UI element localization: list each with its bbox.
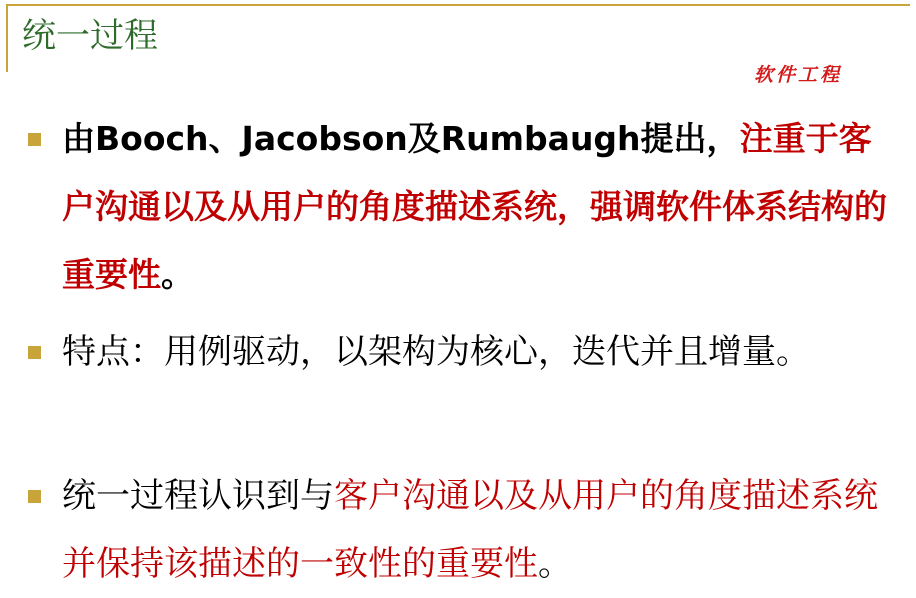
square-bullet-icon [28,346,41,359]
bullet-3-segment-1: 统一过程认识到与 [62,476,334,516]
bullet-1-segment-3: 。 [161,255,194,294]
bullet-2-segment-1: 特点：用例驱动，以架构为核心，迭代并且增量。 [62,332,810,372]
left-divider [6,4,8,72]
bullet-item-1 [20,105,900,309]
bullet-text-3 [62,462,900,598]
brand-logo-text: 软件工程 [754,64,843,86]
square-bullet-icon [28,490,41,503]
bullet-item-2 [20,318,900,386]
top-divider [6,4,910,6]
bullet-item-3 [20,462,900,598]
bullet-text-2 [62,318,900,386]
page-title: 统一过程 [22,16,158,56]
bullet-3-segment-3: 。 [538,544,572,584]
bullet-1-segment-1: 由Booch、Jacobson及Rumbaugh提出， [62,119,740,158]
bullet-3-emphasis: 客户沟通以及从用户的角度描述系统并保持该描述的一致性的重要性 [62,476,878,584]
bullet-text-1 [62,105,900,309]
square-bullet-icon [28,133,41,146]
bullet-1-emphasis: 注重于客户沟通以及从用户的角度描述系统，强调软件体系结构的重要性 [62,119,887,294]
